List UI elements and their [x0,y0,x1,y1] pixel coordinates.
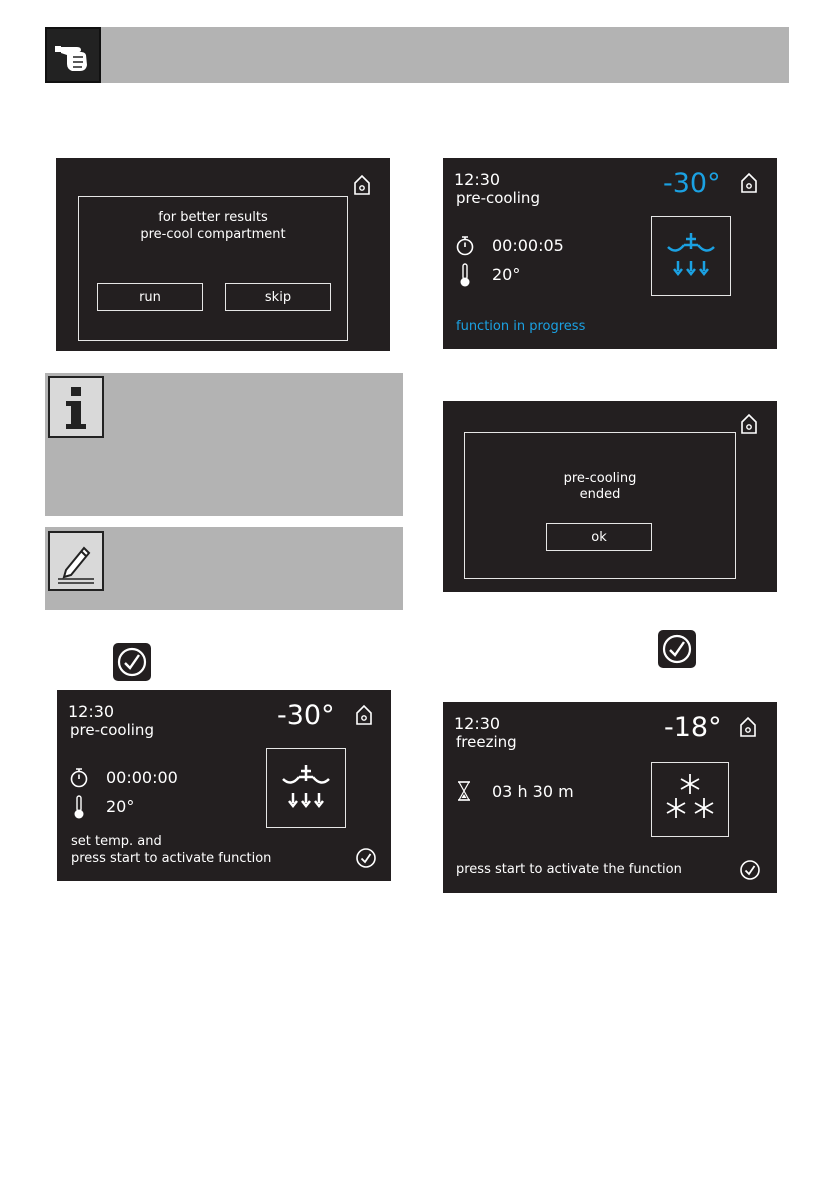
hint-line1: set temp. and [71,834,162,849]
target-temperature[interactable]: -18° [664,712,722,743]
pencil-icon [48,531,104,591]
page-header-bar [45,27,789,83]
freezing-screen [443,702,777,893]
start-check-icon[interactable] [739,859,761,881]
timer-icon [69,766,89,788]
hint-text: press start to activate the function [456,862,682,877]
target-temperature[interactable]: -30° [277,700,335,731]
check-icon [658,630,696,668]
dialog-message-line2: pre-cool compartment [140,227,286,242]
precool-running-screen [443,158,777,349]
skip-button[interactable]: skip [225,283,331,311]
precool-icon [652,217,730,295]
freezing-icon-box [651,762,729,837]
clock-time: 12:30 [454,170,501,189]
timer-value: 00:00:05 [492,236,564,255]
precool-prompt-screen [56,158,390,351]
clock-time: 12:30 [68,702,115,721]
dialog-message-line2: ended [579,487,621,502]
thermometer-icon [72,794,86,820]
target-temperature: -30° [663,168,721,199]
home-icon[interactable] [740,172,758,194]
clock-time: 12:30 [454,714,501,733]
precool-ended-screen [443,401,777,592]
home-icon[interactable] [355,704,373,726]
home-icon[interactable] [353,174,371,196]
ok-button[interactable]: ok [546,523,652,551]
snowflakes-icon [652,763,728,836]
temperature-value: 20° [492,265,521,284]
thermometer-icon [458,262,472,288]
status-message: function in progress [456,319,586,334]
duration-value: 03 h 30 m [492,782,574,801]
timer-value: 00:00:00 [106,768,178,787]
precool-dialog [78,196,348,341]
run-button[interactable]: run [97,283,203,311]
start-check-icon[interactable] [355,847,377,869]
precool-icon-box [651,216,731,296]
hint-line2: press start to activate function [71,851,272,866]
temperature-value: 20° [106,797,135,816]
dialog-message-line1: pre-cooling [563,471,637,486]
dialog-message-line1: for better results [158,210,268,225]
mode-label: pre-cooling [456,189,540,207]
mode-label: freezing [456,733,517,751]
timer-icon [455,234,475,256]
hourglass-icon [457,781,471,801]
home-icon[interactable] [740,413,758,435]
ended-dialog [464,432,736,579]
precool-icon-box [266,748,346,828]
mode-label: pre-cooling [70,721,154,739]
info-icon [48,376,104,438]
pointing-hand-icon [45,27,101,83]
precool-icon [267,749,345,827]
precool-set-screen [57,690,391,881]
home-icon[interactable] [739,716,757,738]
check-icon [113,643,151,681]
